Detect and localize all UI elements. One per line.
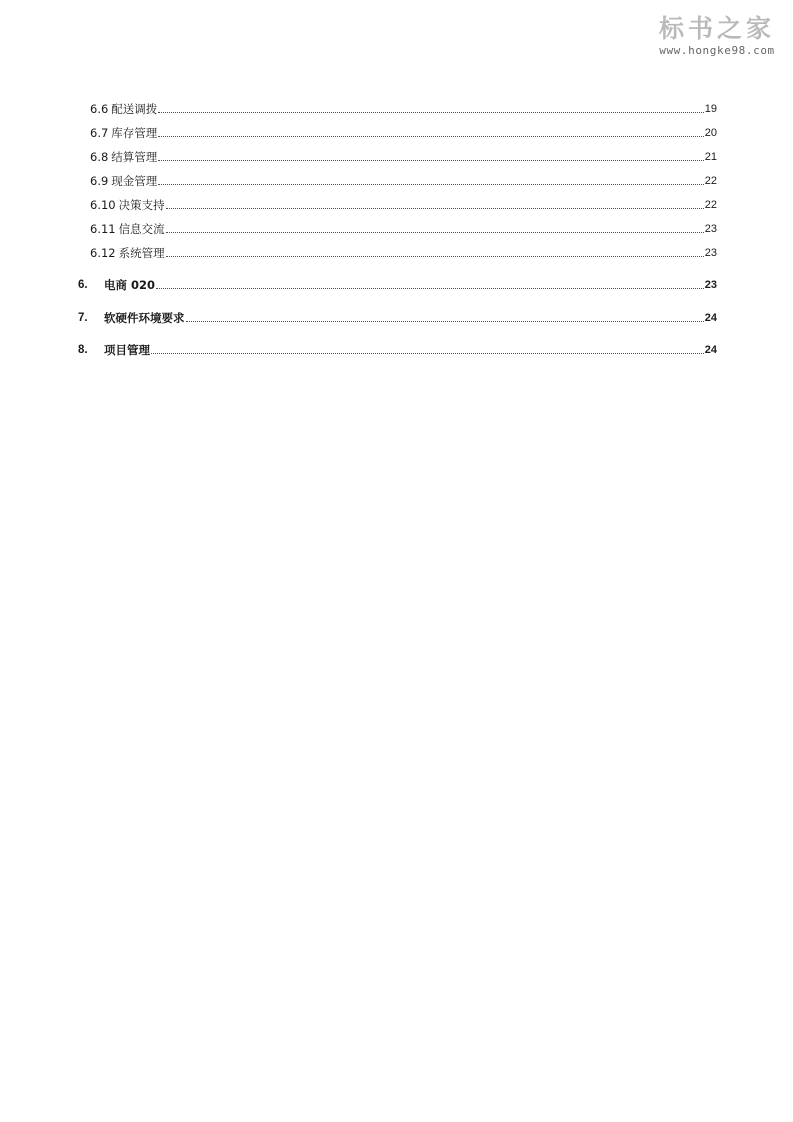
toc-entry-chapter-7[interactable] [0, 311, 717, 325]
toc-page-number: 22 [704, 175, 717, 187]
toc-page-number: 23 [704, 279, 717, 291]
watermark-brand: 标书之家 [658, 14, 775, 43]
toc-number: 6.8 [90, 150, 109, 164]
toc-title: 软硬件环境要求 [104, 311, 185, 325]
dot-leader [158, 136, 703, 137]
toc-entry-6-11[interactable] [0, 222, 717, 236]
toc-number: 7. [78, 312, 88, 324]
dot-leader [186, 321, 704, 322]
toc-number: 6.7 [90, 126, 109, 140]
dot-leader [156, 288, 704, 289]
toc-number: 6.11 [90, 222, 116, 236]
toc-number: 6. [78, 279, 88, 291]
dot-leader [166, 208, 704, 209]
toc-page-number: 24 [704, 312, 717, 324]
toc-title: 库存管理 [111, 126, 158, 140]
toc-page-number: 22 [704, 199, 717, 211]
watermark-url: www.hongke98.com [659, 44, 775, 57]
dot-leader [158, 160, 703, 161]
toc-entry-chapter-8[interactable] [0, 343, 717, 357]
toc-page-number: 23 [704, 223, 717, 235]
toc-title: 系统管理 [118, 246, 165, 260]
toc-page-number: 21 [704, 151, 717, 163]
toc-title: 信息交流 [118, 222, 165, 236]
toc-title: 电商 020 [104, 278, 156, 292]
toc-number: 6.9 [90, 174, 109, 188]
toc-entry-6-12[interactable] [0, 246, 717, 260]
toc-number: 8. [78, 344, 88, 356]
toc-entry-chapter-6[interactable] [0, 278, 717, 292]
dot-leader [158, 184, 703, 185]
toc-entry-6-7[interactable] [0, 126, 717, 140]
toc-entry-6-9[interactable] [0, 174, 717, 188]
toc-title: 结算管理 [111, 150, 158, 164]
toc-number: 6.10 [90, 198, 116, 212]
toc-page-number: 19 [704, 103, 717, 115]
toc-entry-6-6[interactable] [0, 102, 717, 116]
watermark-logo [649, 14, 785, 58]
toc-page-number: 23 [704, 247, 717, 259]
toc-number: 6.6 [90, 102, 109, 116]
toc-title: 项目管理 [104, 343, 150, 357]
dot-leader [158, 112, 703, 113]
toc-title: 现金管理 [111, 174, 158, 188]
toc-title: 配送调拨 [111, 102, 158, 116]
toc-title: 决策支持 [118, 198, 165, 212]
toc-number: 6.12 [90, 246, 116, 260]
toc-entry-6-10[interactable] [0, 198, 717, 212]
toc-page-number: 24 [704, 344, 717, 356]
toc-entry-6-8[interactable] [0, 150, 717, 164]
dot-leader [151, 353, 704, 354]
dot-leader [166, 232, 704, 233]
toc-page-number: 20 [704, 127, 717, 139]
dot-leader [166, 256, 704, 257]
